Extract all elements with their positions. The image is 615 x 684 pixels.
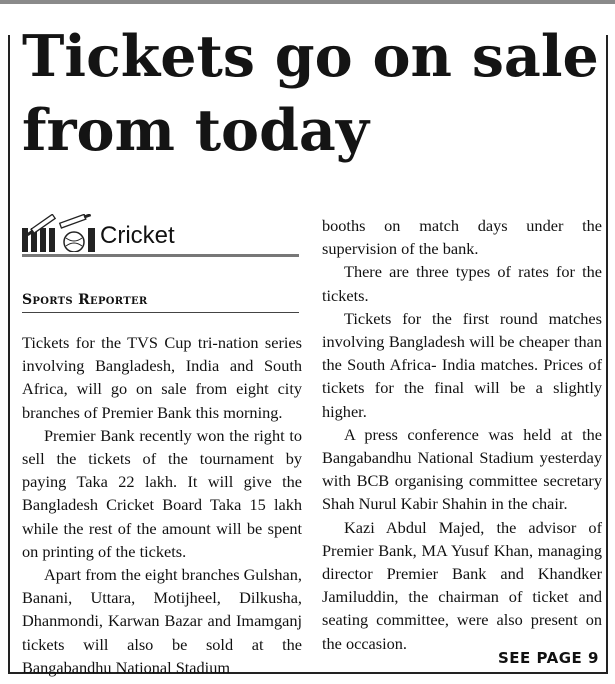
- section-rule: [22, 254, 299, 257]
- body-text-right: [322, 214, 602, 655]
- headline-line-2: from today: [22, 97, 369, 164]
- paragraph-4: There are three types of rates for the tickets.: [322, 262, 602, 305]
- body-text-left: [22, 331, 302, 679]
- cricket-bats-ball-icon: [22, 214, 96, 252]
- paragraph-1: Tickets for the TVS Cup tri-nation series involving Bangladesh, India and South Africa, will go on sale from eight city branches of Premier Bank this morning.: [22, 333, 302, 422]
- left-border-rule: [8, 35, 10, 673]
- paragraph-5: Tickets for the first round matches involving Bangladesh will be cheaper than the South Africa- India matches. Prices of tickets for the final will be a slightly higher.: [322, 308, 602, 421]
- paragraph-3-continued: booths on match days under the supervision of the bank.: [322, 216, 602, 259]
- paragraph-2: Premier Bank recently won the right to sell the tickets of the tournament by paying Taka 22 lakh. It will give the Bangladesh Cricket Board Taka 15 lakh while the rest of the amount will be spent on printing of the tickets.: [22, 425, 302, 561]
- see-page-jump: SEE PAGE 9: [498, 649, 599, 667]
- paragraph-3: Apart from the eight branches Gulshan, Banani, Uttara, Motijheel, Dilkusha, Dhanmondi, Karwan Bazar and Imamganj tickets will also be sold at the Bangabandhu National Stadium: [22, 565, 302, 677]
- paragraph-6: A press conference was held at the Bangabandhu National Stadium yesterday with BCB organising committee secretary Shah Nurul Kabir Shahin in the chair.: [322, 424, 602, 514]
- headline-line-1: Tickets go on sale: [22, 23, 599, 90]
- byline-block: [22, 292, 302, 313]
- section-label: Cricket: [100, 222, 175, 249]
- article-column-right: [322, 214, 602, 655]
- top-frame-bar: [0, 0, 615, 4]
- paragraph-7: Kazi Abdul Majed, the advisor of Premier Bank, MA Yusuf Khan, managing director Premier Bank and Khandker Jamiluddin, the chairman of ticket and seating committee, were also present on the occasion.: [322, 517, 602, 653]
- byline: Sports Reporter: [22, 292, 148, 308]
- headline: [22, 20, 607, 168]
- article-column-left: [22, 210, 302, 679]
- byline-rule: [22, 312, 299, 313]
- section-kicker: [22, 210, 302, 258]
